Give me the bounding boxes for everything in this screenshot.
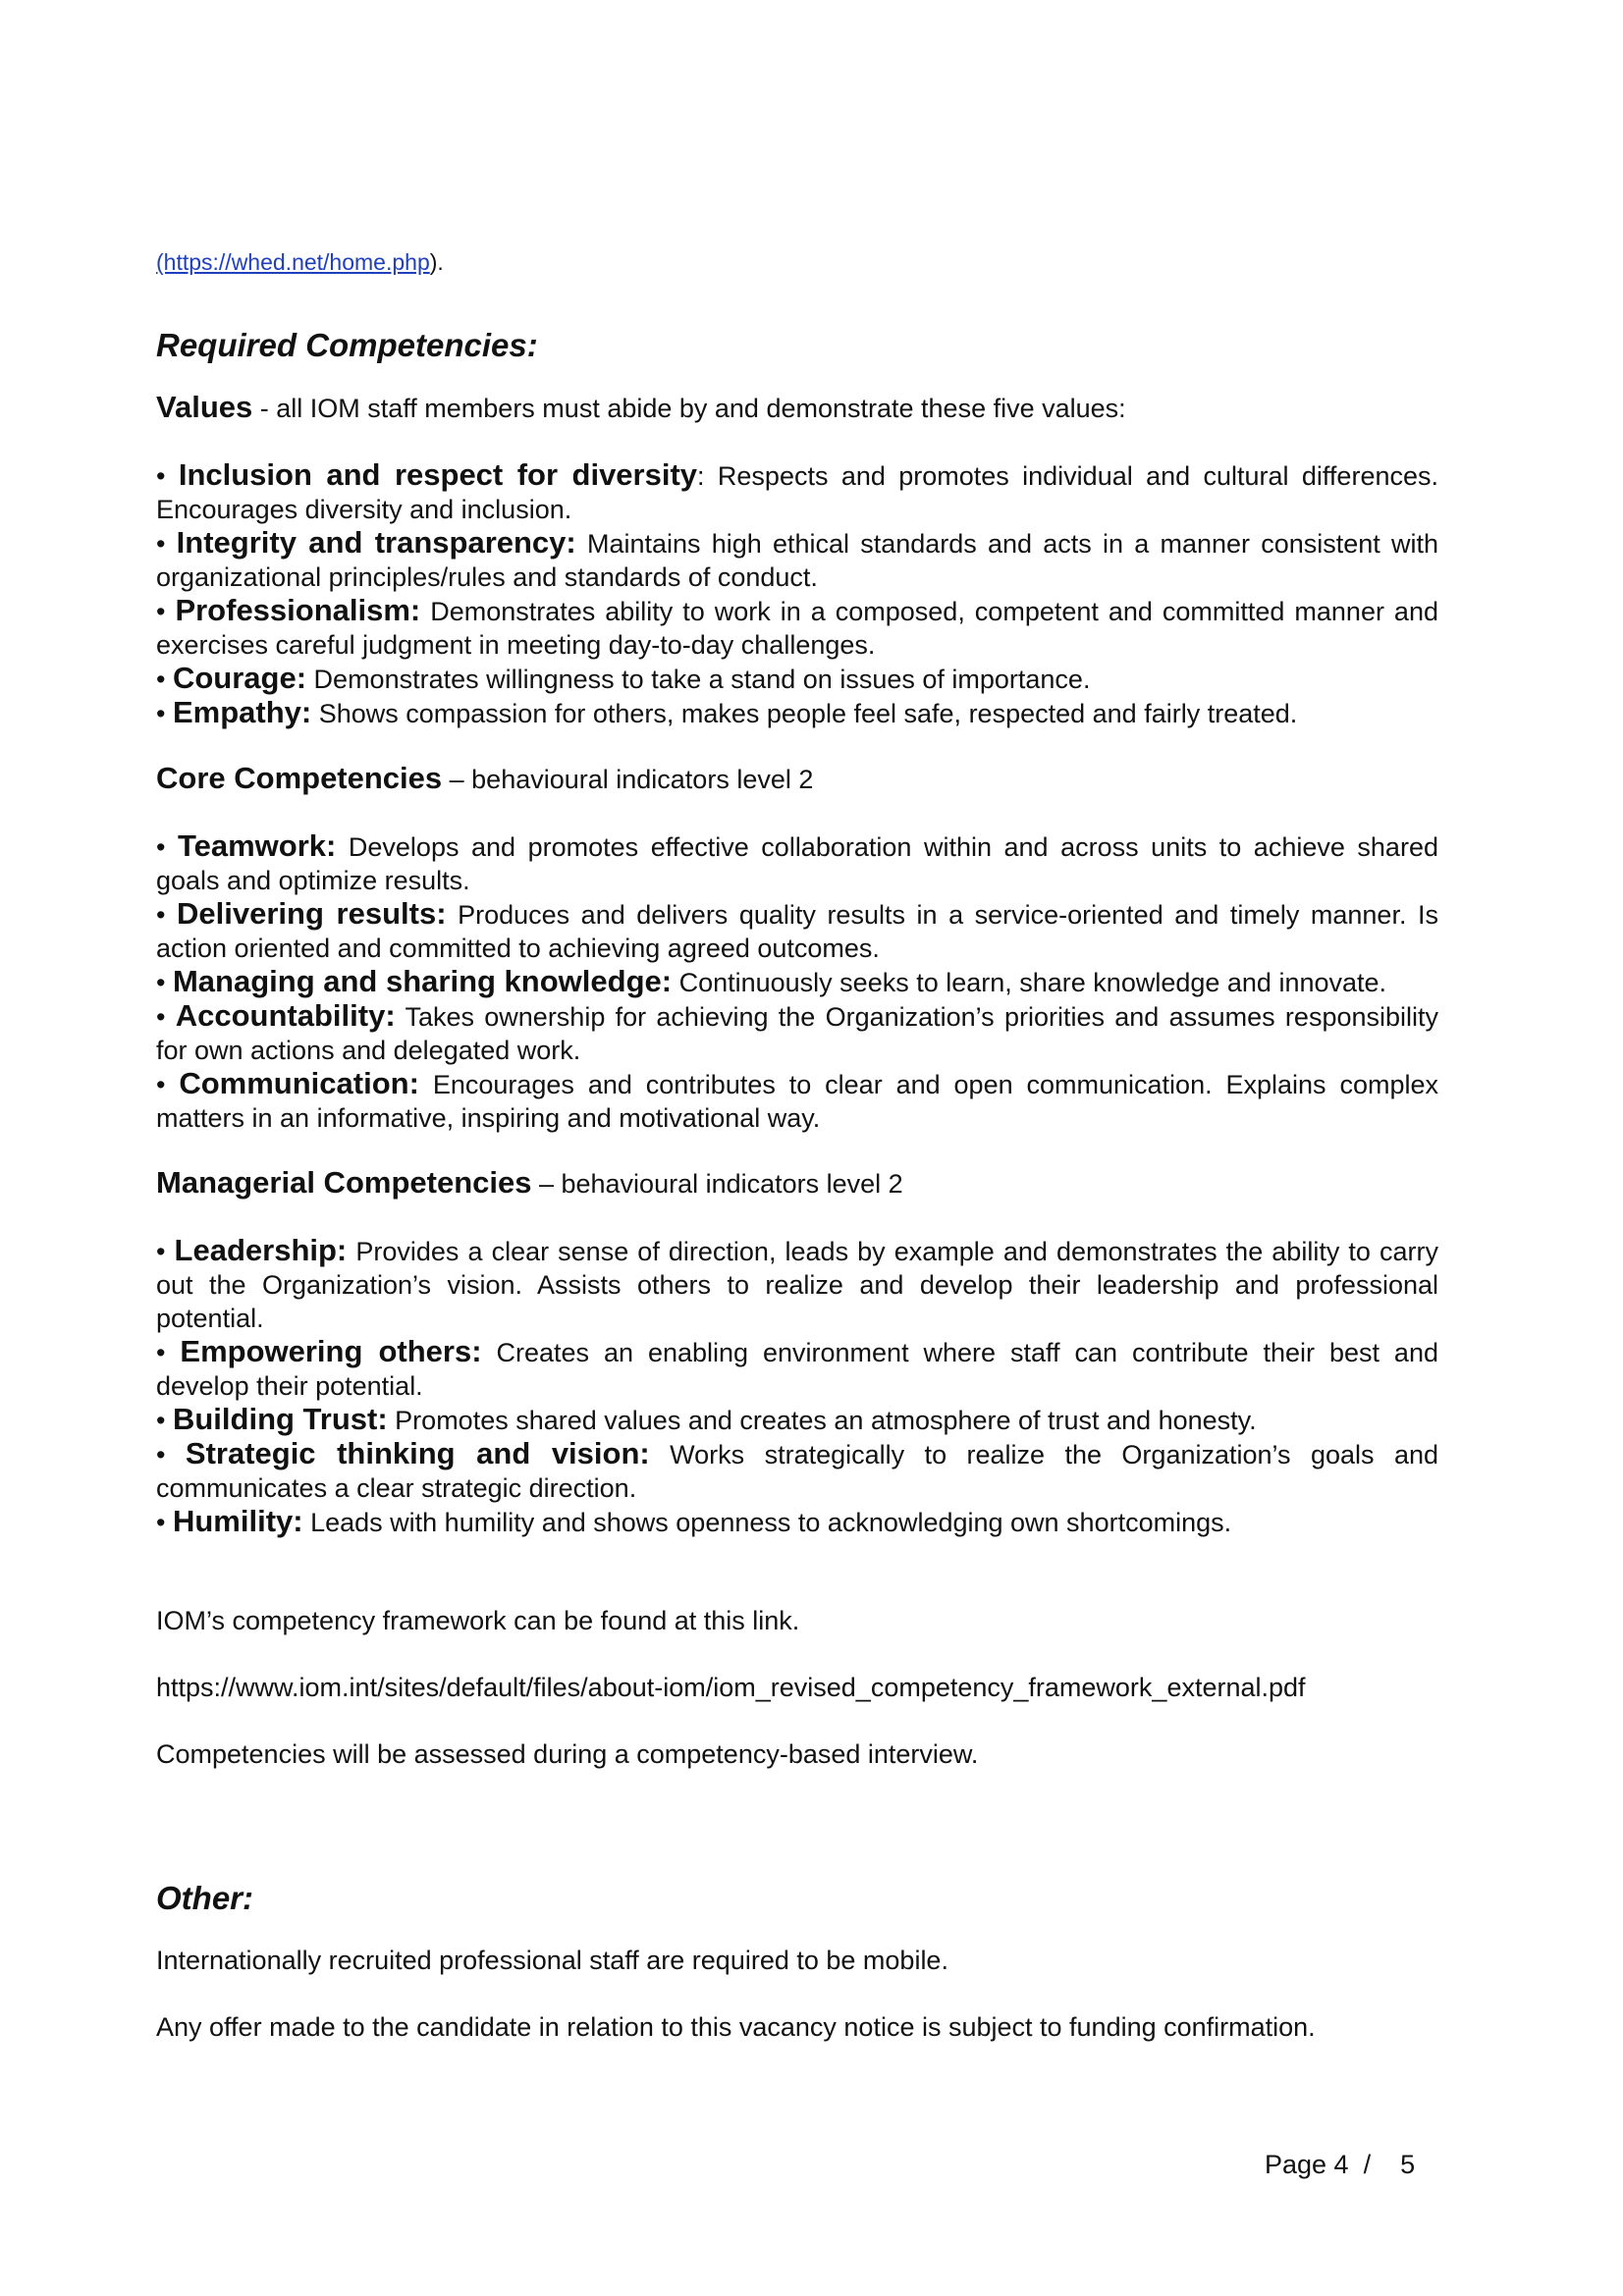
item-text: Takes ownership for achieving the Organization’s priorities and assumes responsibility for own actions and delegated work. — [156, 1002, 1438, 1065]
item-term: Empowering others: — [180, 1334, 482, 1368]
item-text: Leads with humility and shows openness to acknowledging own shortcomings. — [302, 1508, 1232, 1537]
list-item: • Strategic thinking and vision: Works strategically to realize the Organization’s goals and communicates a clear strategic direction. — [156, 1436, 1438, 1503]
framework-url[interactable]: https://www.iom.int/sites/default/files/about-iom/iom_revised_competency_framework_external.pdf — [156, 1673, 1306, 1702]
item-term: Accountability: — [175, 998, 396, 1033]
item-term: Communication: — [179, 1066, 419, 1100]
managerial-competencies-intro — [156, 1166, 1438, 1201]
item-term: Courage: — [172, 661, 307, 695]
item-term: Integrity and transparency: — [176, 525, 576, 560]
list-item: • Delivering results: Produces and delivers quality results in a service-oriented and timely manner. Is action oriented and committed to achieving agreed outcomes. — [156, 896, 1438, 963]
item-term: Building Trust: — [172, 1402, 388, 1436]
values-intro-text: - all IOM staff members must abide by and demonstrate these five values: — [252, 394, 1126, 423]
managerial-intro-text: – behavioural indicators level 2 — [531, 1169, 903, 1199]
list-item: • Accountability: Takes ownership for achieving the Organization’s priorities and assumes responsibility for own actions and delegated work. — [156, 998, 1438, 1065]
document-page — [156, 245, 1438, 2044]
core-intro-text: – behavioural indicators level 2 — [442, 765, 814, 794]
item-term: Professionalism: — [175, 593, 421, 627]
list-item: • Professionalism: Demonstrates ability to work in a composed, competent and committed manner and exercises careful judgment in meeting day-to-day challenges. — [156, 593, 1438, 660]
top-link-suffix: ). — [429, 249, 444, 275]
framework-line: IOM’s competency framework can be found at this link. — [156, 1606, 800, 1635]
page-total: 5 — [1400, 2150, 1416, 2179]
values-list — [156, 458, 1438, 730]
page-label: Page 4 — [1265, 2150, 1349, 2179]
item-text: Respects and promotes individual and cultural differences. Encourages diversity and inclusion. — [156, 461, 1438, 524]
item-sep: : — [697, 461, 705, 491]
list-item: • Communication: Encourages and contributes to clear and open communication. Explains complex matters in an informative, inspiring and motivational way. — [156, 1066, 1438, 1133]
item-term: Strategic thinking and vision: — [185, 1436, 650, 1470]
list-item: • Teamwork: Develops and promotes effective collaboration within and across units to achieve shared goals and optimize results. — [156, 828, 1438, 895]
core-list — [156, 829, 1438, 1135]
item-term: Managing and sharing knowledge: — [172, 964, 673, 998]
item-text: Shows compassion for others, makes people feel safe, respected and fairly treated. — [311, 699, 1298, 728]
item-text: Works strategically to realize the Organization’s goals and communicates a clear strategic direction. — [156, 1440, 1438, 1503]
item-text: Produces and delivers quality results in a service-oriented and timely manner. Is action oriented and committed to achieving agreed outcomes. — [156, 900, 1438, 963]
list-item: • Leadership: Provides a clear sense of direction, leads by example and demonstrates the ability to carry out the Organization’s vision. Assists others to realize and develop their leadership and professional potential. — [156, 1233, 1438, 1333]
item-term: Humility: — [172, 1504, 303, 1538]
page-number — [1265, 2148, 1415, 2181]
item-text: Develops and promotes effective collaboration within and across units to achieve shared goals and optimize results. — [156, 832, 1438, 895]
whed-link[interactable]: (https://whed.net/home.php — [156, 249, 430, 275]
item-text: Demonstrates ability to work in a composed, competent and committed manner and exercises careful judgment in meeting day-to-day challenges. — [156, 597, 1438, 660]
list-item: • Integrity and transparency: Maintains high ethical standards and acts in a manner consistent with organizational principles/rules and standards of conduct. — [156, 525, 1438, 592]
other-heading: Other: — [156, 1880, 253, 1916]
item-term: Empathy: — [172, 695, 312, 729]
list-item: • Courage: Demonstrates willingness to take a stand on issues of importance. — [156, 661, 1091, 695]
item-text: Maintains high ethical standards and acts in a manner consistent with organizational principles/rules and standards of conduct. — [156, 529, 1438, 592]
list-item: • Empathy: Shows compassion for others, makes people feel safe, respected and fairly treated. — [156, 695, 1298, 729]
item-term: Leadership: — [174, 1233, 348, 1267]
item-text: Encourages and contributes to clear and open communication. Explains complex matters in an informative, inspiring and motivational way. — [156, 1070, 1438, 1133]
other-funding-line: Any offer made to the candidate in relation to this vacancy notice is subject to funding confirmation. — [156, 2012, 1316, 2042]
item-text: Promotes shared values and creates an atmosphere of trust and honesty. — [387, 1406, 1257, 1435]
item-term: Inclusion and respect for diversity — [178, 457, 698, 492]
page-sep: / — [1363, 2150, 1372, 2179]
core-label: Core Competencies — [156, 761, 443, 795]
managerial-label: Managerial Competencies — [156, 1165, 532, 1200]
top-link-line — [156, 245, 1438, 279]
values-intro — [156, 391, 1438, 425]
other-mobility-line: Internationally recruited professional staff are required to be mobile. — [156, 1946, 948, 1975]
item-text: Provides a clear sense of direction, leads by example and demonstrates the ability to carry out the Organization’s vision. Assists others to realize and develop their leadership and professional potential. — [156, 1237, 1438, 1333]
item-text: Continuously seeks to learn, share knowledge and innovate. — [672, 968, 1387, 997]
list-item: • Building Trust: Promotes shared values and creates an atmosphere of trust and honesty. — [156, 1402, 1257, 1436]
list-item: • Managing and sharing knowledge: Continuously seeks to learn, share knowledge and innovate. — [156, 964, 1387, 998]
item-term: Delivering results: — [177, 896, 447, 931]
managerial-list — [156, 1234, 1438, 1539]
item-text: Creates an enabling environment where staff can contribute their best and develop their potential. — [156, 1338, 1438, 1401]
item-text: Demonstrates willingness to take a stand on issues of importance. — [306, 665, 1091, 694]
list-item: • Inclusion and respect for diversity: Respects and promotes individual and cultural differences. Encourages diversity and inclusion. — [156, 457, 1438, 524]
assessment-line: Competencies will be assessed during a competency-based interview. — [156, 1739, 979, 1769]
core-competencies-intro — [156, 762, 1438, 796]
list-item: • Empowering others: Creates an enabling environment where staff can contribute their best and develop their potential. — [156, 1334, 1438, 1401]
required-competencies-heading: Required Competencies: — [156, 327, 538, 363]
list-item: • Humility: Leads with humility and shows openness to acknowledging own shortcomings. — [156, 1504, 1232, 1538]
values-label: Values — [156, 390, 253, 424]
item-term: Teamwork: — [178, 828, 337, 863]
